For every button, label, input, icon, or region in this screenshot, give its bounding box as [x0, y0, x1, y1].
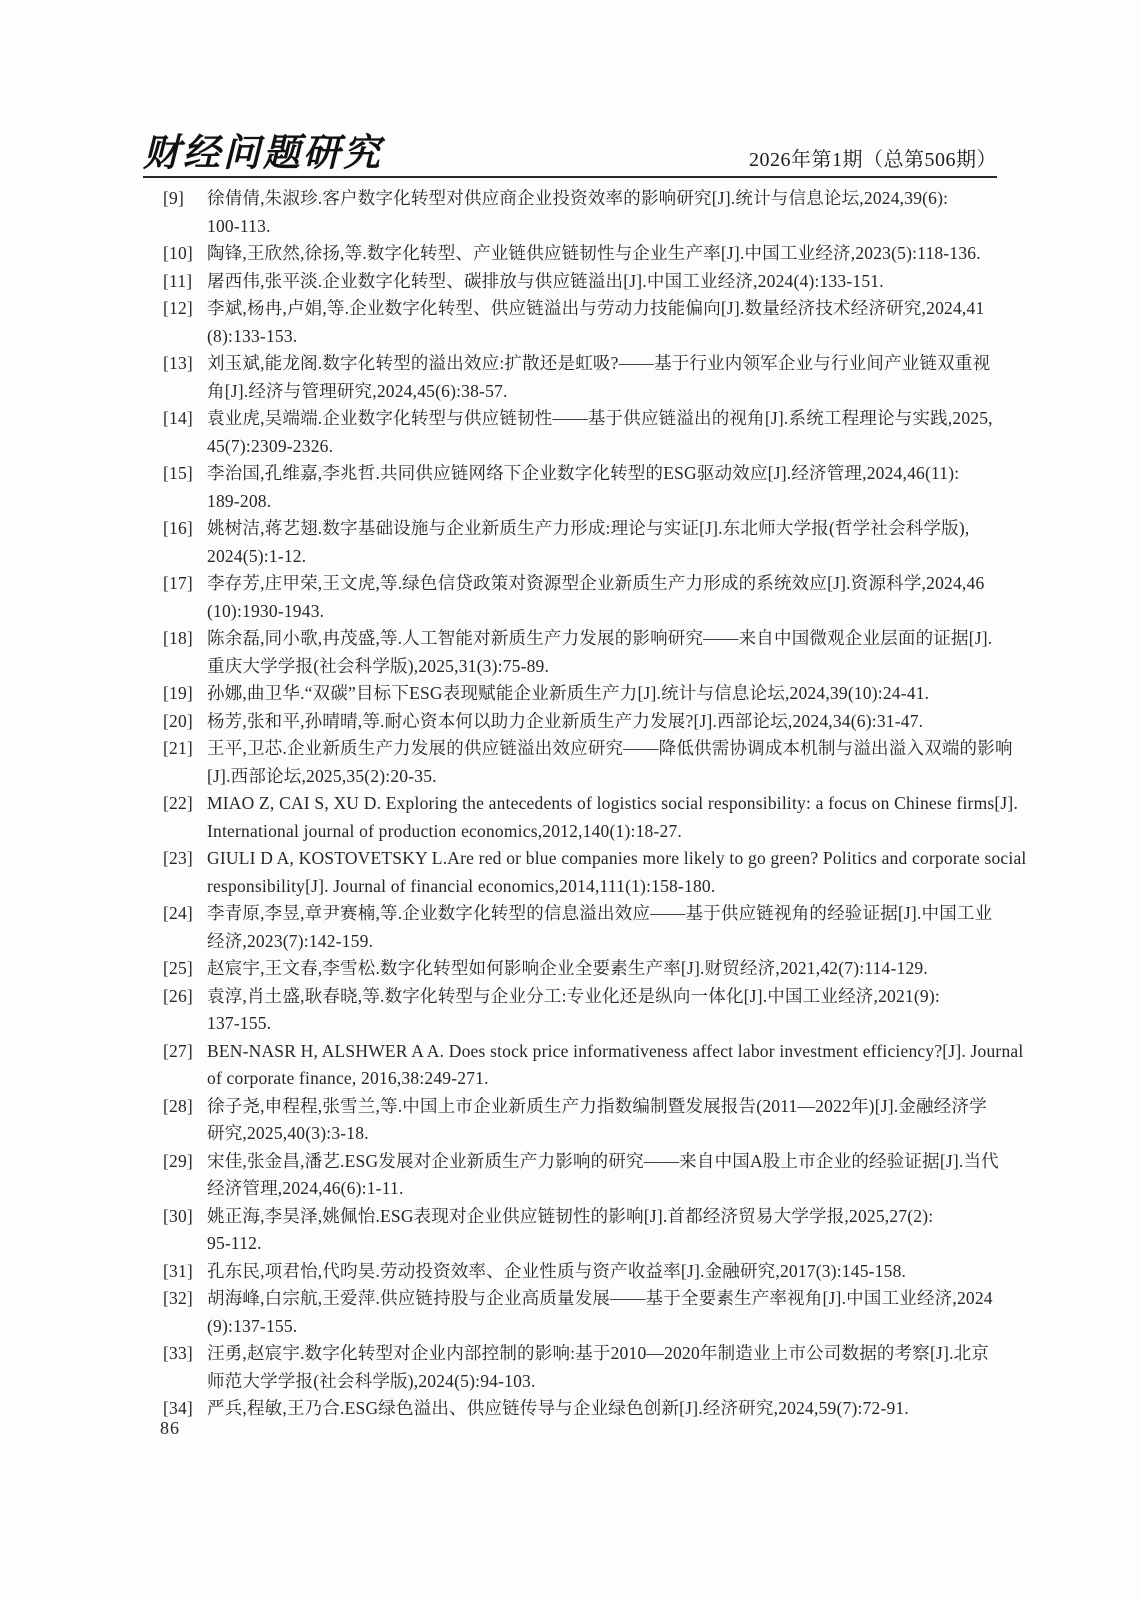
reference-item	[163, 845, 1027, 900]
reference-text	[207, 460, 987, 515]
reference-label: [13]	[163, 353, 193, 373]
reference-line: (10):1930-1943.	[207, 600, 325, 621]
reference-text	[207, 1258, 987, 1286]
reference-line: (8):133-153.	[207, 325, 298, 346]
reference-line: 徐倩倩,朱淑珍.客户数字化转型对供应商企业投资效率的影响研究[J].统计与信息论坛,2024,39(6):	[207, 188, 949, 208]
reference-text	[207, 1203, 987, 1258]
reference-line: 袁淳,肖土盛,耿春晓,等.数字化转型与企业分工:专业化还是纵向一体化[J].中国工业经济,2021(9):	[207, 985, 940, 1006]
reference-line: 屠西伟,张平淡.企业数字化转型、碳排放与供应链溢出[J].中国工业经济,2024(4):133-151.	[207, 270, 884, 291]
page-number: 86	[160, 1418, 180, 1438]
reference-line: 189-208.	[207, 490, 272, 511]
reference-line: 陶锋,王欣然,徐扬,等.数字化转型、产业链供应链韧性与企业生产率[J].中国工业经济,2023(5):118-136.	[207, 243, 981, 263]
reference-line: 孙娜,曲卫华.“双碳”目标下ESG表现赋能企业新质生产力[J].统计与信息论坛,2024,39(10):24-41.	[207, 683, 930, 703]
reference-line: 宋佳,张金昌,潘艺.ESG发展对企业新质生产力影响的研究——来自中国A股上市企业的经验证据[J].当代	[207, 1150, 999, 1171]
reference-text	[207, 1340, 990, 1395]
reference-label: [23]	[163, 848, 193, 868]
reference-label: [24]	[163, 903, 193, 923]
reference-line: 徐子尧,申程程,张雪兰,等.中国上市企业新质生产力指数编制暨发展报告(2011—2022年)[J].金融经济学	[207, 1095, 987, 1116]
reference-label: [28]	[163, 1095, 193, 1116]
reference-label: [26]	[163, 985, 193, 1006]
reference-item	[163, 1340, 990, 1395]
reference-item	[163, 268, 987, 296]
reference-item	[163, 1395, 987, 1423]
reference-text	[207, 900, 993, 955]
reference-text	[207, 735, 1013, 790]
reference-text	[207, 240, 987, 268]
reference-line: 袁业虎,吴端端.企业数字化转型与供应链韧性——基于供应链溢出的视角[J].系统工程理论与实践,2025,	[207, 408, 993, 428]
reference-line: 杨芳,张和平,孙晴晴,等.耐心资本何以助力企业新质生产力发展?[J].西部论坛,2024,34(6):31-47.	[207, 710, 924, 731]
reference-text	[207, 1148, 999, 1203]
reference-line: 胡海峰,白宗航,王爱萍.供应链持股与企业高质量发展——基于全要素生产率视角[J].中国工业经济,2024	[207, 1288, 993, 1308]
issue-info: 2026年第1期（总第506期）	[749, 149, 997, 171]
reference-text	[207, 1285, 993, 1340]
reference-item	[163, 790, 1019, 845]
reference-label: [34]	[163, 1398, 193, 1418]
reference-label: [21]	[163, 738, 193, 758]
reference-item	[163, 625, 993, 680]
reference-label: [25]	[163, 958, 193, 978]
reference-line: 95-112.	[207, 1233, 262, 1253]
reference-label: [11]	[163, 270, 193, 291]
reference-label: [12]	[163, 298, 193, 318]
reference-line: International journal of production economics,2012,140(1):18-27.	[207, 820, 682, 841]
reference-item	[163, 295, 987, 350]
reference-line: 137-155.	[207, 1013, 272, 1033]
reference-line: 刘玉斌,能龙阁.数字化转型的溢出效应:扩散还是虹吸?——基于行业内领军企业与行业间产业链双重视	[207, 353, 991, 373]
reference-label: [32]	[163, 1288, 193, 1308]
reference-item	[163, 900, 993, 955]
reference-label: [20]	[163, 710, 193, 731]
reference-text	[207, 405, 993, 460]
reference-text	[207, 625, 993, 680]
reference-label: [18]	[163, 628, 193, 648]
reference-item	[163, 460, 987, 515]
reference-line: 经济,2023(7):142-159.	[207, 930, 374, 951]
reference-text	[207, 350, 991, 405]
reference-item	[163, 1285, 993, 1340]
reference-item	[163, 240, 987, 268]
reference-label: [10]	[163, 243, 193, 263]
journal-logo: 财经问题研究	[143, 132, 383, 175]
reference-item	[163, 185, 987, 240]
reference-text	[207, 708, 987, 736]
reference-line: MIAO Z, CAI S, XU D. Exploring the antecedents of logistics social responsibility: a focus on Chinese firms[J].	[207, 793, 1019, 813]
reference-line: 李斌,杨冉,卢娟,等.企业数字化转型、供应链溢出与劳动力技能偏向[J].数量经济技术经济研究,2024,41	[207, 298, 985, 318]
reference-text	[207, 845, 1027, 900]
reference-line: responsibility[J]. Journal of financial economics,2014,111(1):158-180.	[207, 875, 716, 896]
reference-line: 李治国,孔维嘉,李兆哲.共同供应链网络下企业数字化转型的ESG驱动效应[J].经济管理,2024,46(11):	[207, 463, 960, 483]
reference-line: (9):137-155.	[207, 1315, 298, 1336]
reference-item	[163, 1203, 987, 1258]
reference-line: 姚树洁,蒋艺翅.数字基础设施与企业新质生产力形成:理论与实证[J].东北师大学报(哲学社会科学版),	[207, 518, 970, 538]
reference-line: 100-113.	[207, 215, 271, 236]
reference-line: 陈余磊,同小歌,冉茂盛,等.人工智能对新质生产力发展的影响研究——来自中国微观企业层面的证据[J].	[207, 628, 993, 648]
reference-text	[207, 185, 987, 240]
reference-line: 孔东民,项君怡,代昀昊.劳动投资效率、企业性质与资产收益率[J].金融研究,2017(3):145-158.	[207, 1260, 907, 1281]
reference-label: [9]	[163, 188, 185, 208]
reference-label: [29]	[163, 1150, 193, 1171]
reference-line: 严兵,程敏,王乃合.ESG绿色溢出、供应链传导与企业绿色创新[J].经济研究,2024,59(7):72-91.	[207, 1398, 909, 1418]
reference-label: [22]	[163, 793, 193, 813]
reference-line: BEN-NASR H, ALSHWER A A. Does stock price informativeness affect labor investment efficiency?[J]. Journal	[207, 1040, 1024, 1061]
reference-label: [14]	[163, 408, 193, 428]
reference-text	[207, 268, 987, 296]
reference-line: 角[J].经济与管理研究,2024,45(6):38-57.	[207, 380, 508, 401]
page-header	[143, 122, 997, 176]
reference-line: 45(7):2309-2326.	[207, 435, 334, 456]
reference-label: [31]	[163, 1260, 193, 1281]
reference-item	[163, 680, 987, 708]
reference-text	[207, 515, 987, 570]
reference-text	[207, 983, 987, 1038]
reference-item	[163, 570, 987, 625]
reference-line: [J].西部论坛,2025,35(2):20-35.	[207, 765, 437, 786]
reference-label: [33]	[163, 1343, 193, 1363]
reference-line: 经济管理,2024,46(6):1-11.	[207, 1178, 404, 1198]
reference-text	[207, 680, 987, 708]
reference-item	[163, 1038, 1024, 1093]
reference-line: 师范大学学报(社会科学版),2024(5):94-103.	[207, 1370, 536, 1391]
reference-text	[207, 1093, 987, 1148]
reference-text	[207, 570, 987, 625]
reference-line: 姚正海,李昊泽,姚佩怡.ESG表现对企业供应链韧性的影响[J].首都经济贸易大学学报,2025,27(2):	[207, 1205, 934, 1226]
reference-item	[163, 983, 987, 1038]
reference-item	[163, 735, 1013, 790]
reference-label: [30]	[163, 1205, 193, 1226]
reference-item	[163, 350, 991, 405]
reference-item	[163, 1258, 987, 1286]
header-divider	[143, 176, 997, 178]
reference-item	[163, 405, 993, 460]
reference-line: 李青原,李昱,章尹赛楠,等.企业数字化转型的信息溢出效应——基于供应链视角的经验证据[J].中国工业	[207, 903, 993, 923]
reference-line: 赵宸宇,王文春,李雪松.数字化转型如何影响企业全要素生产率[J].财贸经济,2021,42(7):114-129.	[207, 958, 928, 978]
reference-line: of corporate finance, 2016,38:249-271.	[207, 1068, 489, 1088]
reference-line: 重庆大学学报(社会科学版),2025,31(3):75-89.	[207, 655, 550, 676]
reference-line: 2024(5):1-12.	[207, 545, 307, 566]
reference-text	[207, 295, 987, 350]
reference-label: [16]	[163, 518, 193, 538]
reference-item	[163, 708, 987, 736]
reference-line: 研究,2025,40(3):3-18.	[207, 1123, 369, 1143]
reference-label: [15]	[163, 463, 193, 483]
reference-list	[163, 185, 1027, 1423]
reference-label: [19]	[163, 683, 193, 703]
reference-item	[163, 515, 987, 570]
reference-text	[207, 1038, 1024, 1093]
reference-label: [17]	[163, 573, 193, 593]
reference-item	[163, 955, 987, 983]
reference-text	[207, 1395, 987, 1423]
reference-line: 汪勇,赵宸宇.数字化转型对企业内部控制的影响:基于2010—2020年制造业上市公司数据的考察[J].北京	[207, 1343, 990, 1363]
reference-line: 李存芳,庄甲荣,王文虎,等.绿色信贷政策对资源型企业新质生产力形成的系统效应[J].资源科学,2024,46	[207, 573, 985, 593]
reference-line: GIULI D A, KOSTOVETSKY L.Are red or blue companies more likely to go green? Politics and corporate social	[207, 848, 1027, 868]
reference-item	[163, 1148, 999, 1203]
reference-text	[207, 790, 1019, 845]
reference-text	[207, 955, 987, 983]
reference-line: 王平,卫芯.企业新质生产力发展的供应链溢出效应研究——降低供需协调成本机制与溢出溢入双端的影响	[207, 738, 1013, 758]
reference-label: [27]	[163, 1040, 193, 1061]
reference-item	[163, 1093, 987, 1148]
